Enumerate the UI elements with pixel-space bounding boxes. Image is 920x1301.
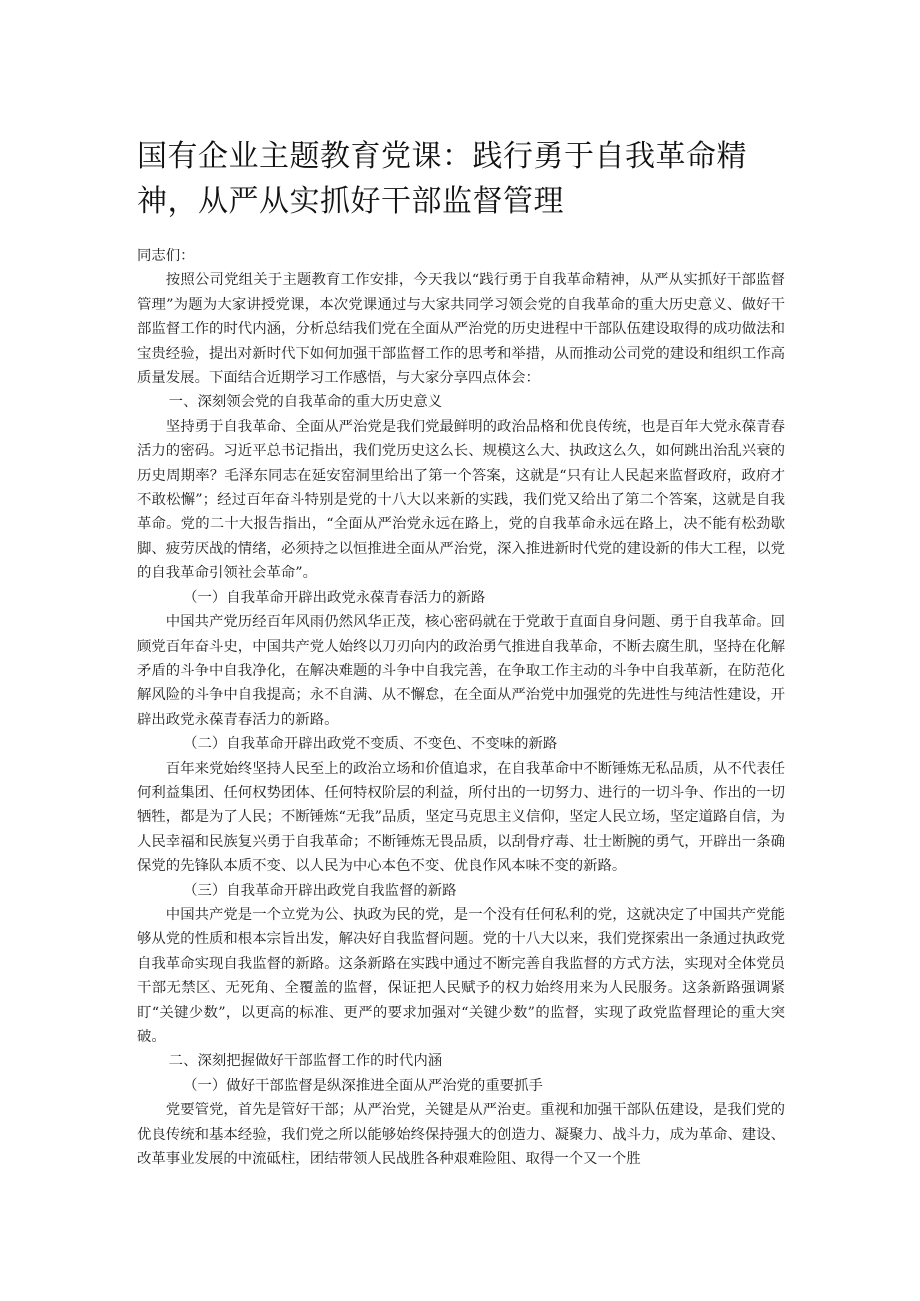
body-paragraph: 党要管党，首先是管好干部；从严治党，关键是从严治吏。重视和加强干部队伍建设，是我们党的优良传统和基本经验，我们党之所以能够始终保持强大的创造力、凝聚力、战斗力，成为革命、建设、改革事业发展的中流砥柱，团结带领人民战胜各种艰难险阻、取得一个又一个胜 (137, 1102, 785, 1168)
body-paragraph: 百年来党始终坚持人民至上的政治立场和价值追求，在自我革命中不断锤炼无私品质，从不代表任何利益集团、任何权势团体、任何特权阶层的利益，所付出的一切努力、进行的一切斗争、作出的一切牺牲，都是为了人民；不断锤炼“无我”品质，坚定马克思主义信仰，坚定人民立场，坚定道路自信，为人民幸福和民族复兴勇于自我革命；不断锤炼无畏品质，以刮骨疗毒、壮士断腕的勇气，开辟出一条确保党的先锋队本质不变、以人民为中心本色不变、优良作风本味不变的新路。 (137, 760, 785, 875)
body-paragraph: 中国共产党历经百年风雨仍然风华正茂，核心密码就在于党敢于直面自身问题、勇于自我革命。回顾党百年奋斗史，中国共产党人始终以刀刃向内的政治勇气推进自我革命，不断去腐生肌，坚持在化解矛盾的斗争中自我净化，在解决难题的斗争中自我完善，在争取工作主动的斗争中自我革新，在防范化解风险的斗争中自我提高；永不自满、从不懈怠，在全面从严治党中加强党的先进性与纯洁性建设，开辟出政党永葆青春活力的新路。 (137, 614, 785, 728)
section-heading-1: 一、深刻领会党的自我革命的重大历史意义 (168, 394, 443, 411)
document-body (137, 244, 785, 1171)
subsection-heading-1-3: （三）自我革命开辟出政党自我监督的新路 (183, 882, 457, 899)
body-paragraph: 坚持勇于自我革命、全面从严治党是我们党最鲜明的政治品格和优良传统，也是百年大党永葆青春活力的密码。习近平总书记指出，我们党历史这么长、规模这么大、执政这么久，如何跳出治乱兴衰的历史周期率？毛泽东同志在延安窑洞里给出了第一个答案，这就是“只有让人民起来监督政府，政府才不敢松懈”；经过百年奋斗特别是党的十八大以来新的实践，我们党又给出了第二个答案，这就是自我革命。党的二十大报告指出，“全面从严治党永远在路上，党的自我革命永远在路上，决不能有松劲歇脚、疲劳厌战的情绪，必须持之以恒推进全面从严治党，深入推进新时代党的建设新的伟大工程，以党的自我革命引领社会革命”。 (137, 418, 785, 582)
section-heading-2: 二、深刻把握做好干部监督工作的时代内涵 (168, 1053, 443, 1070)
body-paragraph: 中国共产党是一个立党为公、执政为民的党，是一个没有任何私利的党，这就决定了中国共产党能够从党的性质和根本宗旨出发，解决好自我监督问题。党的十八大以来，我们党探索出一条通过执政党自我革命实现自我监督的新路。这条新路在实践中通过不断完善自我监督的方式方法，实现对全体党员干部无禁区、无死角、全覆盖的监督，保证把人民赋予的权力始终用来为人民服务。这条新路强调紧盯“关键少数”，以更高的标准、更严的要求加强对“关键少数”的监督，实现了政党监督理论的重大突破。 (137, 906, 785, 1045)
subsection-heading-2-1: （一）做好干部监督是纵深推进全面从严治党的重要抓手 (183, 1077, 543, 1094)
salutation: 同志们： (137, 248, 195, 264)
intro-paragraph: 按照公司党组关于主题教育工作安排，今天我以“践行勇于自我革命精神，从严从实抓好干部监督管理”为题为大家讲授党课，本次党课通过与大家共同学习领会党的自我革命的重大历史意义、做好干部监督工作的时代内涵，分析总结我们党在全面从严治党的历史进程中干部队伍建设取得的成功做法和宝贵经验，提出对新时代下如何加强干部监督工作的思考和举措，从而推动公司党的建设和组织工作高质量发展。下面结合近期学习工作感悟，与大家分享四点体会： (137, 272, 785, 387)
document-title: 国有企业主题教育党课：践行勇于自我革命精神，从严从实抓好干部监督管理 (137, 139, 747, 219)
subsection-heading-1-1: （一）自我革命开辟出政党永葆青春活力的新路 (183, 589, 486, 606)
subsection-heading-1-2: （二）自我革命开辟出政党不变质、不变色、不变味的新路 (183, 736, 558, 753)
